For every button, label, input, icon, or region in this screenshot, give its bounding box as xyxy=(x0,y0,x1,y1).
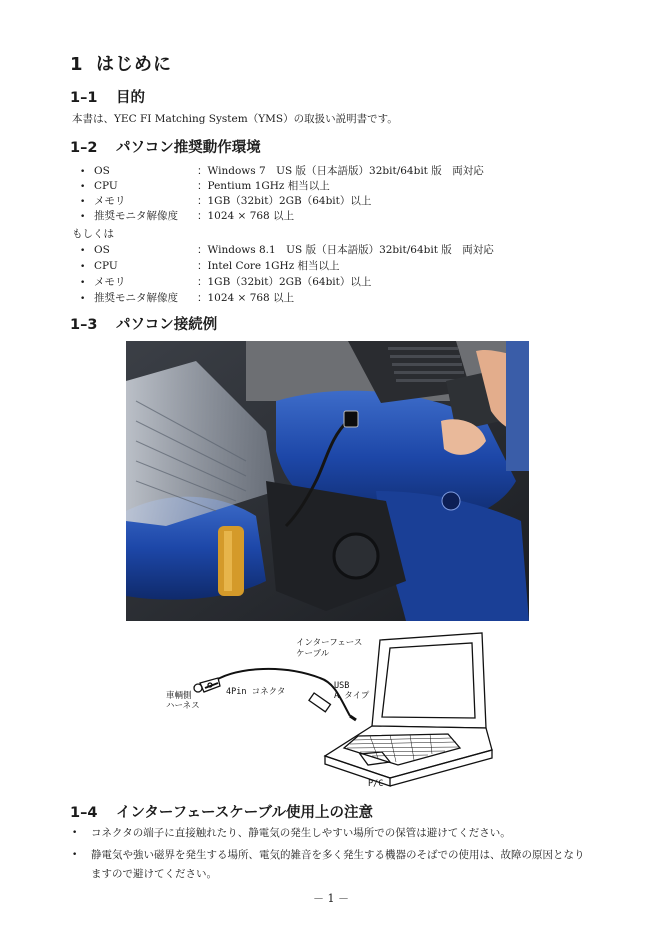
bullet: • xyxy=(80,197,86,207)
spec-key: 推奨モニタ解像度 xyxy=(94,292,178,304)
spec-row xyxy=(80,258,340,273)
spec-value: ：Windows 7 US 版（日本語版）32bit/64bit 版 両対応 xyxy=(197,165,484,177)
spec-key: 推奨モニタ解像度 xyxy=(94,210,178,222)
connection-photo xyxy=(126,341,529,621)
section-number: 1–3 xyxy=(70,317,98,333)
section-number: 1–2 xyxy=(70,140,98,156)
section-number: 1–1 xyxy=(70,90,98,106)
spec-row xyxy=(80,208,294,223)
bullet: • xyxy=(80,167,86,177)
harness-label-1: 車輌側 xyxy=(166,691,192,701)
section-title: パソコン推奨動作環境 xyxy=(116,140,261,156)
spec-row xyxy=(80,193,371,208)
spec-value: ：1GB（32bit）2GB（64bit）以上 xyxy=(197,276,372,288)
bullet: • xyxy=(72,850,78,860)
section-heading-purpose xyxy=(70,86,145,107)
spec-key: メモリ xyxy=(94,276,126,288)
section-heading-connection xyxy=(70,313,217,334)
caution-text: 静電気や強い磁界を発生する場所、電気的雑音を多く発生する機器のそばでの使用は、故障の原因となりますので避けてください。 xyxy=(91,849,585,880)
spec-value: ：1024 × 768 以上 xyxy=(197,210,295,222)
section-heading-caution xyxy=(70,801,373,822)
cable-label-1: インターフェース xyxy=(296,638,363,648)
caution-item xyxy=(72,824,592,843)
section-number: 1–4 xyxy=(70,805,98,821)
harness-label-2: ハーネス xyxy=(166,701,200,711)
caution-item xyxy=(72,846,592,884)
section-title: 目的 xyxy=(116,90,145,106)
pc-label: P/C xyxy=(368,779,384,789)
bullet: • xyxy=(80,294,86,304)
bullet: • xyxy=(80,212,86,222)
bullet: • xyxy=(80,182,86,192)
spec-key: OS xyxy=(94,244,110,256)
spec-key: CPU xyxy=(94,260,118,272)
connector-label: 4Pin コネクタ xyxy=(226,687,286,697)
spec-row xyxy=(80,274,371,289)
purpose-text: 本書は、YEC FI Matching System（YMS）の取扱い説明書です。 xyxy=(72,113,398,125)
chapter-heading xyxy=(70,50,172,76)
cable-label-2: ケーブル xyxy=(296,649,330,659)
section-title: インターフェースケーブル使用上の注意 xyxy=(116,805,373,821)
spec-value: ：Intel Core 1GHz 相当以上 xyxy=(197,260,340,272)
caution-text: コネクタの端子に直接触れたり、静電気の発生しやすい場所での保管は避けてください。 xyxy=(91,827,511,839)
section-title: パソコン接続例 xyxy=(116,317,218,333)
spec-key: CPU xyxy=(94,180,118,192)
usb-label-2: A タイプ xyxy=(334,691,370,701)
usb-label-1: USB xyxy=(334,681,350,691)
spec-value: ：1GB（32bit）2GB（64bit）以上 xyxy=(197,195,372,207)
spec-key: メモリ xyxy=(94,195,126,207)
chapter-title: はじめに xyxy=(96,54,172,75)
chapter-number: 1 xyxy=(70,54,84,75)
bullet: • xyxy=(72,828,78,838)
page-number: － 1 － xyxy=(313,892,349,905)
spec-value: ：Pentium 1GHz 相当以上 xyxy=(197,180,330,192)
spec-key: OS xyxy=(94,165,110,177)
section-heading-environment xyxy=(70,136,261,157)
spec-row xyxy=(80,163,484,178)
spec-row xyxy=(80,178,330,193)
spec-value: ：1024 × 768 以上 xyxy=(197,292,295,304)
spec-row xyxy=(80,242,494,257)
spec-row xyxy=(80,290,294,305)
bullet: • xyxy=(80,262,86,272)
bullet: • xyxy=(80,278,86,288)
spec-value: ：Windows 8.1 US 版（日本語版）32bit/64bit 版 両対応 xyxy=(197,244,494,256)
connection-diagram xyxy=(160,628,500,790)
or-text: もしくは xyxy=(72,228,114,240)
bullet: • xyxy=(80,246,86,256)
